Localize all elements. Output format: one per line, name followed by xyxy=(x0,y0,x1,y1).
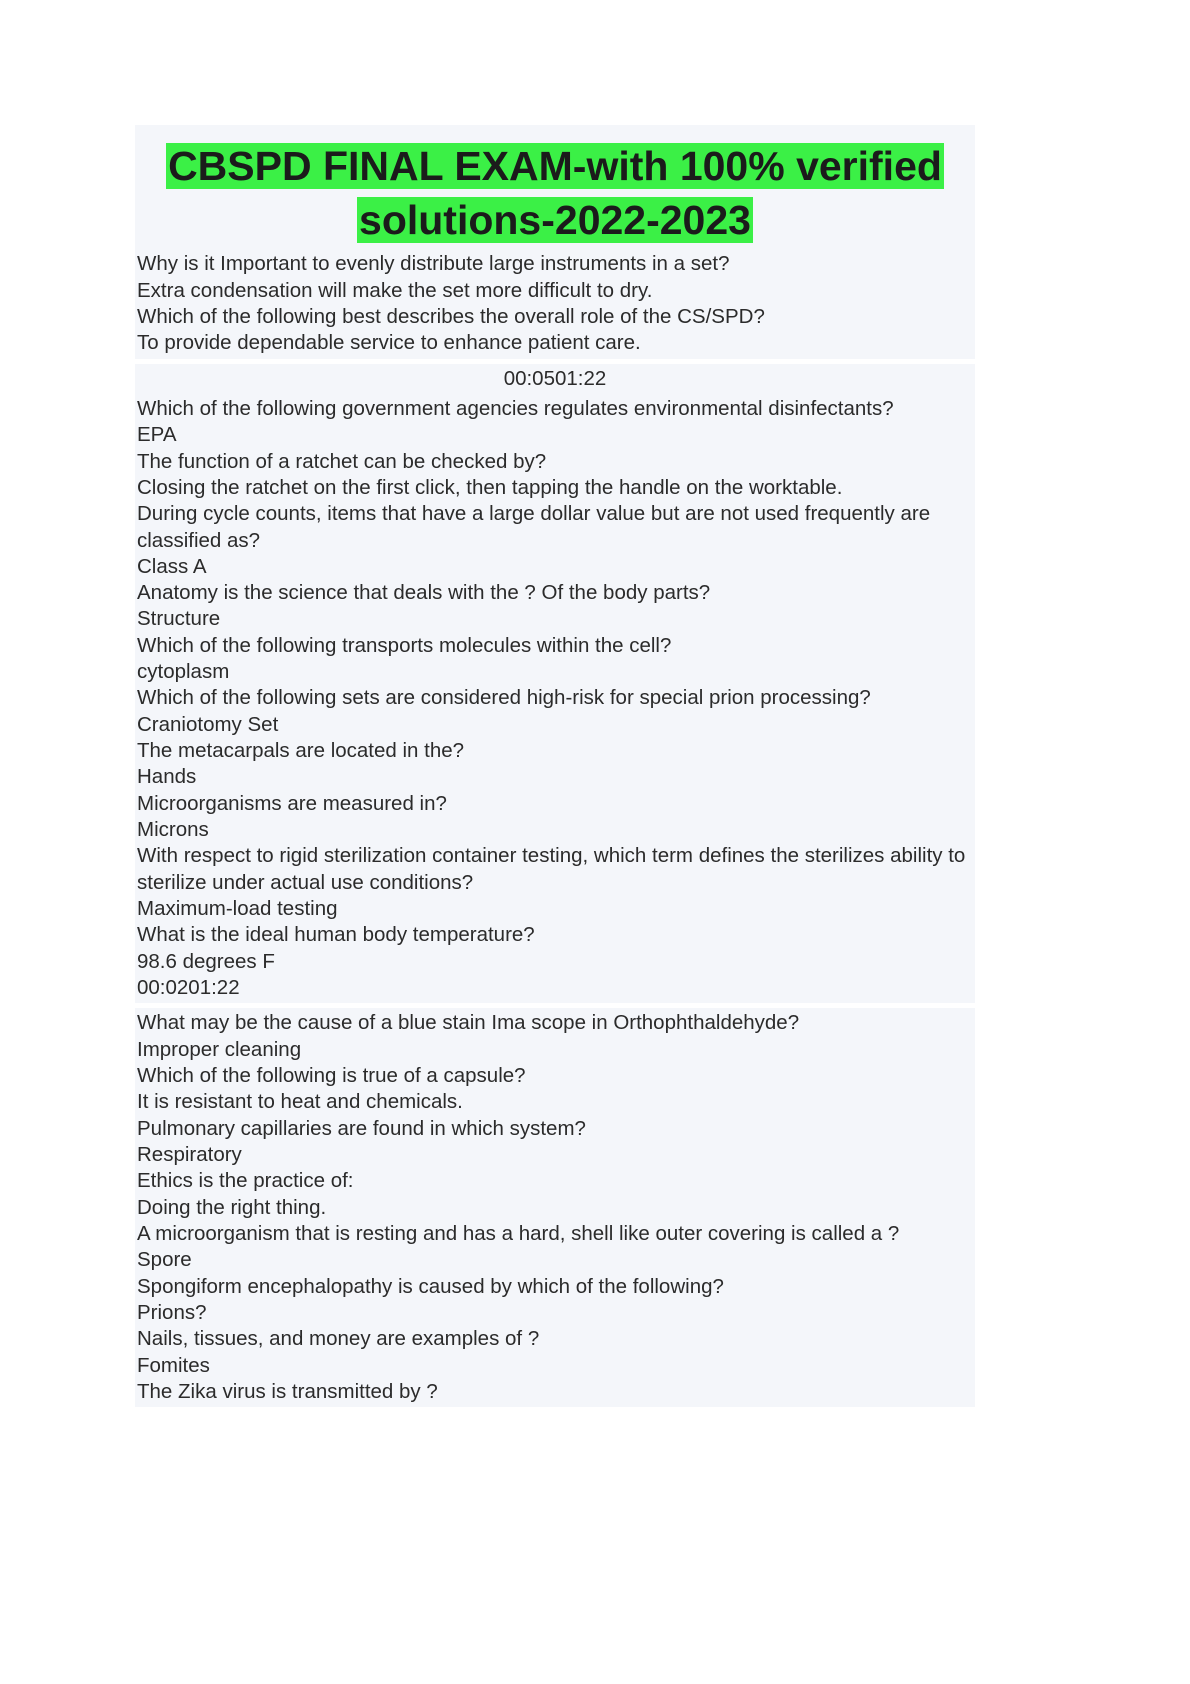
text-line: 98.6 degrees F xyxy=(137,949,275,973)
text-line: Prions? xyxy=(137,1301,207,1325)
qa-section-1 xyxy=(135,249,975,358)
text-line: A microorganism that is resting and has a hard, shell like outer covering is called a ? xyxy=(137,1222,900,1246)
text-line: Closing the ratchet on the first click, then tapping the handle on the worktable. xyxy=(137,475,843,499)
text-line: Microns xyxy=(137,818,209,842)
page-title-line-2: solutions-2022-2023 xyxy=(359,197,751,244)
text-line: Spore xyxy=(137,1248,192,1272)
text-line: Maximum-load testing xyxy=(137,897,338,921)
timestamp-text: 00:0501:22 xyxy=(503,366,607,390)
text-line: Why is it Important to evenly distribute large instruments in a set? xyxy=(137,252,730,276)
text-line: Extra condensation will make the set more difficult to dry. xyxy=(137,278,653,302)
text-line: 00:0201:22 xyxy=(137,976,240,1000)
document-body xyxy=(135,125,975,1407)
text-line: EPA xyxy=(137,423,177,447)
text-line: The function of a ratchet can be checked by? xyxy=(137,449,547,473)
text-line: It is resistant to heat and chemicals. xyxy=(137,1090,463,1114)
timestamp-section xyxy=(135,364,975,394)
text-line: Structure xyxy=(137,607,221,631)
page-title-line-1: CBSPD FINAL EXAM-with 100% verified xyxy=(168,143,942,189)
text-line: What may be the cause of a blue stain Ima scope in Orthophthaldehyde? xyxy=(137,1011,800,1035)
document-title-block xyxy=(135,125,975,249)
text-line: Class A xyxy=(137,554,207,578)
text-line: The Zika virus is transmitted by ? xyxy=(137,1380,438,1403)
text-line: Which of the following government agencies regulates environmental disinfectants? xyxy=(137,396,894,420)
text-line: Which of the following sets are considered high-risk for special prion processing? xyxy=(137,686,871,710)
text-line: Anatomy is the science that deals with the ? Of the body parts? xyxy=(137,581,711,605)
text-line: Spongiform encephalopathy is caused by which of the following? xyxy=(137,1274,724,1298)
qa-section-3 xyxy=(135,1008,975,1407)
text-line: Ethics is the practice of: xyxy=(137,1169,354,1193)
text-line: With respect to rigid sterilization container testing, which term defines the sterilizes ability to sterilize under actual use conditions? xyxy=(137,844,972,894)
text-line: Hands xyxy=(137,765,197,789)
text-line: Fomites xyxy=(137,1353,210,1377)
text-line: Which of the following best describes the overall role of the CS/SPD? xyxy=(137,304,765,328)
text-line: Which of the following is true of a capsule? xyxy=(137,1064,526,1088)
text-line: Craniotomy Set xyxy=(137,712,279,736)
text-line: Pulmonary capillaries are found in which system? xyxy=(137,1116,586,1140)
text-line: Doing the right thing. xyxy=(137,1195,327,1219)
text-line: Respiratory xyxy=(137,1143,242,1167)
text-line: The metacarpals are located in the? xyxy=(137,739,465,763)
page-title xyxy=(135,139,975,247)
text-line: Improper cleaning xyxy=(137,1037,302,1061)
text-line: Microorganisms are measured in? xyxy=(137,791,447,815)
qa-section-2 xyxy=(135,394,975,1004)
text-line: Nails, tissues, and money are examples of ? xyxy=(137,1327,540,1351)
text-line: What is the ideal human body temperature? xyxy=(137,923,535,947)
text-line: cytoplasm xyxy=(137,660,230,684)
text-line: During cycle counts, items that have a large dollar value but are not used frequently are classified as? xyxy=(137,502,936,552)
text-line: Which of the following transports molecules within the cell? xyxy=(137,633,672,657)
text-line: To provide dependable service to enhance patient care. xyxy=(137,331,641,355)
